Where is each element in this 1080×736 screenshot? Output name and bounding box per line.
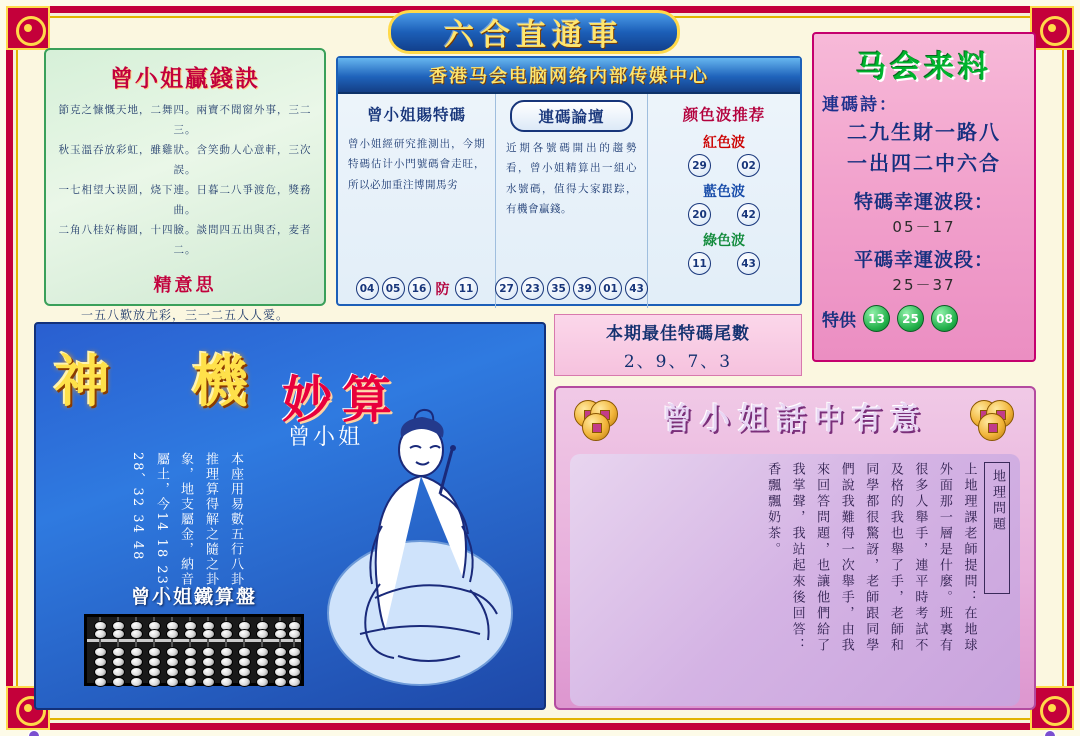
- wave-balls-green: [654, 252, 794, 275]
- number-ball: 43: [737, 252, 760, 275]
- media-center-columns: [338, 94, 800, 308]
- shenji-author: 曾小姐: [288, 425, 364, 450]
- mahui-special-heading: 特碼幸運波段：: [853, 191, 994, 213]
- number-ball: 43: [625, 277, 648, 300]
- number-ball: 11: [455, 277, 478, 300]
- corner-ornament-top-left: [6, 6, 50, 50]
- shenji-panel: [34, 322, 546, 710]
- win-verse-line: 秋玉溫吞放彩虹，雖雞狀。含笑動人心意軒，三次誤。: [58, 143, 312, 176]
- offer-ball: 25: [897, 305, 924, 332]
- win-sub-heading: 精意思: [153, 274, 217, 296]
- number-ball: 02: [737, 154, 760, 177]
- wave-label-green: 綠色波: [703, 233, 745, 249]
- talk-column: 上地理課老師提問：在地球: [961, 462, 977, 654]
- shenji-char-1: 神: [54, 349, 110, 415]
- page-title: [388, 10, 680, 54]
- win-verse2-line: 一五八歎放尤彩，三一二五人人愛。: [80, 307, 289, 322]
- goddess-illustration: [320, 398, 530, 698]
- media-center-banner: [338, 58, 800, 94]
- page-title-text: 六合直通車: [444, 18, 624, 53]
- talk-column: 們說我難得一次舉手，由我: [838, 462, 854, 654]
- number-ball: 16: [408, 277, 431, 300]
- number-ball: 20: [688, 203, 711, 226]
- lianma-forum-body: 近期各號碼開出的趨勢看，曾小姐精算出一組心水號碼，值得大家跟踪，有機會贏錢。: [506, 142, 637, 216]
- lianma-forum-balls: [496, 277, 647, 300]
- mahui-title: 马会来料: [856, 50, 992, 85]
- wave-label-red: 紅色波: [703, 135, 745, 151]
- talk-column: 來回答問題，也讓他們給了: [814, 462, 830, 654]
- win-verse-line: 二角八桂好梅圓，十四臉。談問四五出與否，麦者二。: [58, 223, 312, 256]
- number-ball: 05: [382, 277, 405, 300]
- best-tail-values: 2、9、7、3: [623, 351, 733, 372]
- number-ball: 42: [737, 203, 760, 226]
- corner-ornament-bottom-right: [1030, 686, 1074, 730]
- special-number-body: 曾小姐經研究推測出，今期特碼估计小門號碼會走旺，所以必加重注博開馬劣: [348, 138, 485, 191]
- mahui-poem-line: 二九生財一路八: [847, 120, 1001, 144]
- mahui-offer-label: 特供: [822, 311, 856, 331]
- talk-column: 同學都很驚訝，老師跟同學: [863, 462, 879, 654]
- mahui-normal-heading: 平碼幸運波段：: [853, 249, 994, 271]
- wave-balls-blue: [654, 203, 794, 226]
- best-tail-panel: [554, 314, 802, 376]
- special-number-balls: [338, 277, 495, 300]
- color-wave-title: 颜色波推荐: [682, 105, 766, 124]
- offer-ball: 08: [931, 305, 958, 332]
- number-ball: 11: [688, 252, 711, 275]
- talk-column: 很多人舉手，連平時考試不: [912, 462, 928, 654]
- best-tail-heading: 本期最佳特碼尾數: [606, 323, 750, 344]
- number-ball: 04: [356, 277, 379, 300]
- wave-balls-red: [654, 154, 794, 177]
- media-center-panel: [336, 56, 802, 306]
- number-ball: 01: [599, 277, 622, 300]
- talk-panel: [554, 386, 1036, 710]
- mahui-offer-row: [822, 305, 1026, 332]
- shenji-vertical-text-1: 本座用易數五行八卦: [228, 452, 243, 587]
- media-center-banner-text: 香港马会电脑网络内部传媒中心: [429, 66, 709, 87]
- miaosuan-char-1: 妙: [282, 370, 332, 429]
- talk-boxed-column: 地理問題: [984, 462, 1010, 594]
- abacus-icon: [84, 614, 304, 686]
- lianma-forum-column: [496, 94, 648, 308]
- mahui-special-range: 05－17: [892, 218, 956, 236]
- number-ball: 29: [688, 154, 711, 177]
- color-wave-column: [648, 94, 800, 308]
- fang-label: 防: [435, 281, 450, 298]
- number-ball: 27: [495, 277, 518, 300]
- lianma-forum-title: 連碼論壇: [510, 100, 633, 132]
- number-ball: 39: [573, 277, 596, 300]
- special-number-column: [338, 94, 496, 308]
- wave-label-blue: 藍色波: [703, 184, 745, 200]
- win-secrets-heading: 曾小姐贏錢訣: [110, 65, 260, 92]
- abacus-block: [84, 582, 304, 686]
- talk-column: 香飄飄奶茶。: [765, 462, 781, 558]
- shenji-vertical-text-4: 屬土，今14 18 23、: [154, 452, 169, 601]
- decor-dot: [1044, 730, 1056, 736]
- win-verse-line: 節克之慷慨天地，二舞四。兩寶不聞窗外事，三二三。: [58, 104, 312, 136]
- shenji-vertical-text-3: 象，地支屬金，納音: [178, 452, 193, 587]
- number-ball: 23: [521, 277, 544, 300]
- shenji-vertical-text-2: 推理算得解之隨之卦: [203, 452, 218, 587]
- shenji-char-2: 機: [192, 349, 248, 415]
- miaosuan-char-2: 算: [342, 370, 392, 429]
- corner-ornament-top-right: [1030, 6, 1074, 50]
- mahui-poem-label: 連碼詩：: [822, 95, 898, 115]
- talk-column: 外面那一層是什麼。班裏有: [936, 462, 952, 654]
- decor-dot: [28, 730, 40, 736]
- mahui-tips-panel: [812, 32, 1036, 362]
- win-secrets-panel: [44, 48, 326, 322]
- shenji-vertical-text-5: 28、32 34 48: [130, 452, 145, 562]
- talk-column: 及格的我也舉了手，老師和: [887, 462, 903, 654]
- talk-body: [570, 454, 1020, 706]
- abacus-title: 曾小姐鐵算盤: [130, 586, 257, 608]
- talk-column: 我掌聲，我站起來後回答：: [789, 462, 805, 654]
- mahui-normal-range: 25－37: [892, 276, 956, 294]
- mahui-poem-line: 一出四二中六合: [847, 151, 1001, 175]
- special-number-title: 曾小姐賜特碼: [366, 105, 466, 124]
- talk-title: 曾小姐話中有意: [662, 402, 928, 437]
- goddess-svg: [320, 398, 530, 698]
- talk-header: [556, 388, 1034, 454]
- win-verse-line: 一七相望大误圆，烧下連。日暮二八爭渡危，獎務曲。: [58, 183, 312, 216]
- offer-ball: 13: [863, 305, 890, 332]
- number-ball: 35: [547, 277, 570, 300]
